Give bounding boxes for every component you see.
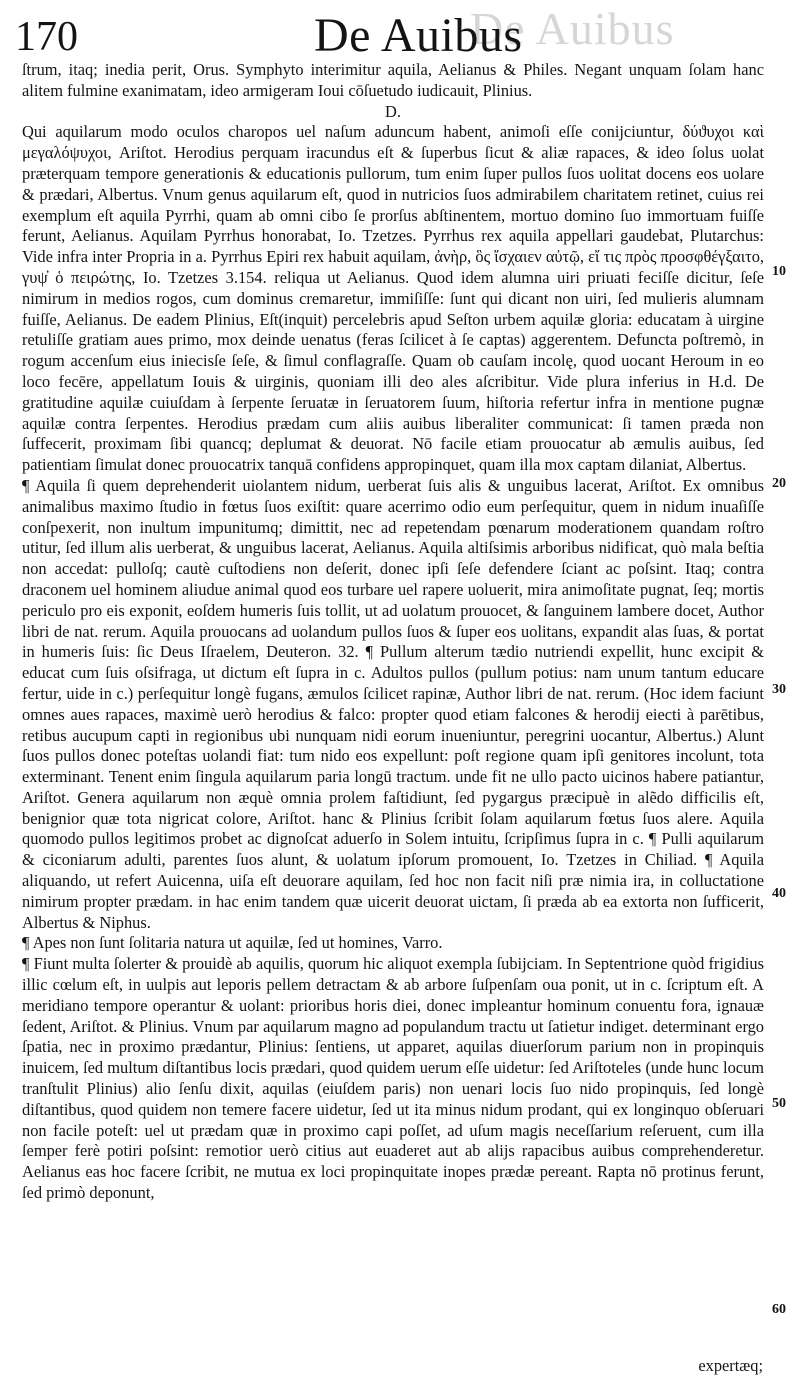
page-number: 170 — [15, 14, 78, 60]
body-text — [22, 60, 764, 1204]
paragraph-2: Qui aquilarum modo oculos charopos uel naſum aduncum habent, animoſi eſſe conijciuntur, δύϑυχοι καὶ μεγαλόψυχοι, Ariſtot. Herodius perquam iracundus eſt & ſuperbus ſicut & aliæ rapaces, & ideo ſolus uolat præterquam tempore generationis & educationis pullorum, tum enim ſuper pullos ſuos uolitat docens eos uolare & prædari, Albertus. Vnum genus aquilarum eſt, quod in nutricios ſuos admirabilem charitatem retinet, cuius rei exemplum eſt aquila Pyrrhi, quam ab omni cibo ſe prorſus abſtinentem, mortuo domino ſuo immortuam fuiſſe ferunt, Aelianus. Aquilam Pyrrhus honorabat, Io. Tzetzes. Pyrrhus rex aquila appellari gaudebat, Plutarchus: Vide infra inter Propria in a. Pyrrhus Epiri rex habuit aquilam, ἀνὴρ, ὃς ἴσχαιεν αὐτῷ, εἴ τις πρὸς προσφθέγξαιτο, γυψ̓ ὁ πειρώτης, Io. Tzetzes 3.154. reliqua ut Aelianus. Quod idem alumna uiri priuati feciſſe dicitur, ſeſe nimirum in medios rogos, cum dominus cremaretur, immiſiſſe: ſunt qui dicant non uiri, ſed mulieris alumnam fuiſſe, Aelianus. De eadem Plinius, Eſt(inquit) percelebris apud Seſton urbem aquilæ gloria: educatam à uirgine retuliſſe gratiam aues primo, mox deinde uenatus (feras ſcilicet à ſe captas) aggerentem. Defuncta poſtremò, in rogum accenſum eius iniecisſe ſeſe, & ſimul conflagraſſe. Quam ob cauſam incolę, quod uocant Heroum in eo loco fecēre, appellatum Iouis & uirginis, quoniam illi deo ales aſcribitur. Vide plura inferius in H.d. De gratitudine aquilæ cuiuſdam à ſerpente ſeruatæ in ſeruatorem ſuum, hiſtoria refertur infra in mentione pugnæ aquilæ contra ſerpentes. Herodius prædam cum aliis auibus liberaliter communicat: ſi tamen præda non ſuffecerit, proximam ſibi quancq; deplumat & deuorat. Nō facile etiam prouocatur ab æmulis auibus, ſed patientiam ſimulat donec prouocatrix tanquā confidens appropinquet, quam illa mox captam dilaniat, Albertus. — [22, 122, 764, 475]
paragraph-5: ¶ Fiunt multa ſolerter & prouidè ab aquilis, quorum hic aliquot exempla ſubijciam. In Septentrione quòd frigidius illic cœlum eſt, in uulpis aut leporis pellem detractam & ab arbore ſuſpenſam oua ponit, ut in c. ſcriptum eſt. A meridiano tempore operantur & uolant: prioribus horis diei, donec impleantur hominum conuentu fora, ignauæ ſedent, Ariſtot. & Plinius. Vnum par aquilarum magno ad populandum tractu ut ſatietur indiget. determinant ergo ſpatia, nec in proximo prædantur, Plinius: ſentiens, ut apparet, aquilas diuerſorum parium non in propinquis inuicem, ſed multum diſtantibus locis prædari, quod quidem uerum eſſe uidetur: ſed Ariſtoteles (unde hunc locum tranſtulit Plinius) alio ſenſu dixit, aquilas (eiuſdem paris) non uenari locis ſuo nido propinquis, ſed longè diſtantibus, quod quidem non temere facere uidetur, ſed ut ita minus nidum prodant, qui ex longinquo obſeruari non facile poteſt: uel ut prædam quæ in proximo capi poſſet, ad uſum magis neceſſarium reſeruent, cum illa ſemper ferè potiri poſsint: remotior uerò citius aut euaderet aut ab alijs rapacibus auibus comprehenderetur. Aelianus eas hoc facere ſcribit, ne mutua ex loci propinquitate inopes prædæ pereant. Rapta nō protinus ferunt, ſed primò deponunt, — [22, 954, 764, 1203]
section-letter-d: D. — [385, 101, 401, 121]
paragraph-1: ſtrum, itaq; inedia perit, Orus. Symphyto interimitur aquila, Aelianus & Philes. Negant unquam ſolam hanc alitem fulmine exanimatam, ideo armigeram Ioui cōſuetudo iudicauit, Plinius. — [22, 60, 764, 100]
margin-line-number: 30 — [772, 682, 786, 697]
margin-line-number: 20 — [772, 476, 786, 491]
running-head: De Auibus — [314, 9, 523, 62]
show-through-text: De Auibus — [470, 3, 675, 54]
margin-line-number: 60 — [772, 1302, 786, 1317]
margin-line-number: 10 — [772, 264, 786, 279]
paragraph-4: ¶ Apes non ſunt ſolitaria natura ut aquilæ, ſed ut homines, Varro. — [22, 933, 443, 953]
margin-line-number: 50 — [772, 1096, 786, 1111]
margin-line-number: 40 — [772, 886, 786, 901]
paragraph-3: ¶ Aquila ſi quem deprehenderit uiolantem nidum, uerberat ſuis alis & unguibus lacerat, Ariſtot. Ex omnibus animalibus maximo ſtudio in fœtus ſuos exiſtit: quare acerrimo odio eum perſequitur, quem in nidum inuaſiſſe conſpexerit, non inultum impunitumq; dimittit, nec ad repetendam pœnarum moderationem quandam roſtro utitur, ſed illum alis uerberat, & unguibus lacerat, Aelianus. Aquila altiſsimis arboribus nidificat, quò mala beſtia non accedat: pulloſq; cautè cuſtodiens non deſerit, donec ipſi ſeſe defendere ſciant ac poſsint. Itaq; contra draconem uel hominem aliudue animal quod eos turbare uel rapere uoluerit, mira animoſitate pugnat, ſeq; mortis periculo pro eis exponit, eoſdem humeris ſuis tollit, ut ad uolatum prouocet, & ſanguinem lambere docet, Author libri de nat. rerum. Aquila prouocans ad uolandum pullos ſuos & ſuper eos uolitans, expandit alas ſuas, & portat in humeris ſuis: ſic Deus Iſraelem, Deuteron. 32. ¶ Pullum alterum tædio nutriendi expellit, hunc excipit & educat cum ſuis oſsifraga, ut dictum eſt ſupra in c. Adultos pullos (pullum potius: nam unum tantum educare fertur, uide in c.) perſequitur longè fugans, æmulos ſcilicet rapinæ, Author libri de nat. rerum. (Hoc idem faciunt omnes aues rapaces, maximè uerò herodius & falco: propter quod etiam falcones & herodij eiecti à parētibus, retibus aucupum capti in regionibus ubi nunquam nidi eorum inueniuntur, peregrini uocantur, Albertus.) Alunt ſuos pullos donec poteſtas uolandi fiat: tum nido eos expellunt: poſt regione quam ipſi genitores incolunt, tota exterminant. Tenent enim ſingula aquilarum paria longū tractum. unde fit ne ullo pacto uicinos habere patiantur, Ariſtot. Genera aquilarum non æquè omnia prolem faſtidiunt, ſed pygargus præcipuè in alẽdo difficilis eſt, benignior quæ tota nigricat colore, Ariſtot. hanc & Plinius ſcribit ſolam aquilarum fœtus ſuos alere. Aquila quomodo pullos legitimos probet ac dignoſcat aduerſo in Solem intuitu, ſcripſimus ſupra in c. ¶ Pulli aquilarum & ciconiarum adulti, parentes ſuos alunt, & uolatum ipſorum promouent, Io. Tzetzes in Chiliad. ¶ Aquila aliquando, ut refert Auicenna, uiſa eſt deuorare aquilam, ſed hoc non facit niſi præ nimia ira, in colluctatione nimirum propter prædam. in hac enim tandem quæ uicerit deuorat uictam, ſi præda ab ea extorta non ſufficerit, Albertus & Niphus. — [22, 475, 764, 932]
catchword: expertæq; — [698, 1356, 763, 1375]
